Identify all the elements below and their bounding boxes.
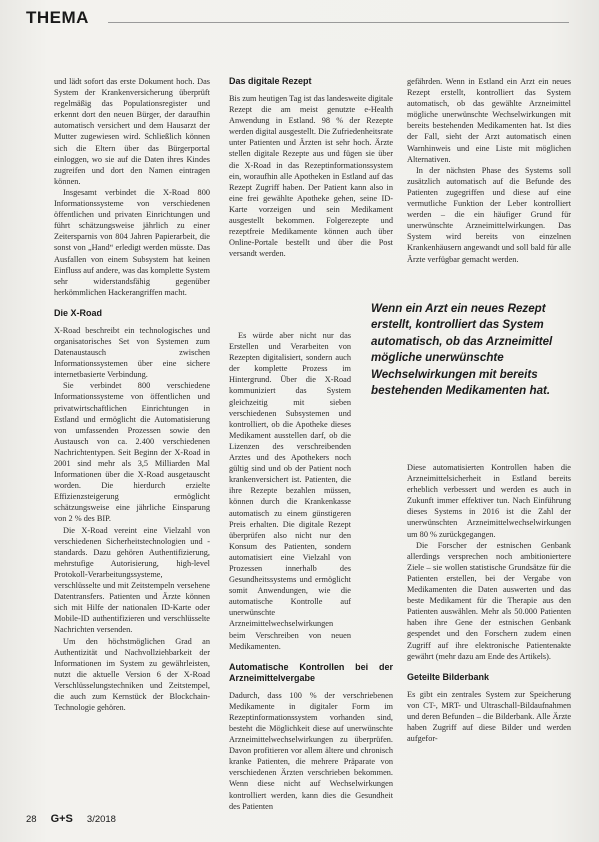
pull-quote: Wenn ein Arzt ein neues Rezept erstellt, kontrolliert das System automatisch, ob das Arzneimittel mögliche unerwünschte Wechselwirkungen mit bereits bestehenden Medikamenten hat.: [371, 302, 553, 398]
page-footer: [26, 813, 116, 825]
page-number: 28: [26, 814, 37, 825]
subheading-digital-prescription: Das digitale Rezept: [229, 76, 312, 86]
column-2: [229, 76, 393, 259]
section-title: THEMA: [26, 8, 89, 27]
issue-number: 3/2018: [86, 814, 116, 825]
paragraph: Diese automatisierten Kontrollen haben die Arzneimittelsicherheit in Estland bereits erheblich verbessert und werden es auch in Zukunft immer effektiver tun. Nach Einführung dieses Systems in 2016 ist die Zahl der unerwünschten Arzneimittelwechselwirkungen um 80 % zurückgegangen.: [407, 463, 571, 539]
paragraph: Es würde aber nicht nur das Erstellen und Verarbeiten von Rezepten digitalisiert, sondern auch der komplette Prozess im Hintergrund. Über die X-Road kommuniziert das System gleichzeitig mit sieben verschiedenen Subsystemen und kontrolliert, ob die Apotheke dieses Medikament ausstellen darf, ob die Lizenzen des verschreibenden Arztes und des Apothekers noch gültig sind und ob der Patient noch krankenversichert ist. Patienten, die ihre Rezepte bezahlen müssen, können durch die Krankenkasse automatisch zu einem günstigeren Preis erhalten. Die digitale Rezept überprüfen also nicht nur den Konsum des Patienten, sondern automatisiert eine Vielzahl von Prozessen innerhalb des Gesundheitssystems und ermöglicht somit Anwendungen, wie die automatische Kontrolle auf unerwünschte Arzneimittelwechselwirkungen beim Verschreiben von neuen Medikamenten.: [229, 331, 351, 651]
paragraph: Um den höchstmöglichen Grad an Authentizität und Nachvollziehbarkeit der Informationen im System zu gewährleisten, nutzt die aktuelle Version 6 der X-Road Verschlüsselungstechniken und Zeitstempel, die auch zum Kernstück der Blockchain-Technologie gehören.: [54, 636, 210, 713]
subheading-x-road: Die X-Road: [54, 307, 103, 318]
subheading-shared-image-bank: Geteilte Bilderbank: [407, 671, 490, 682]
paragraph: Es gibt ein zentrales System zur Speicherung von CT-, MRT- und Ultraschall-Bildaufnahmen und deren Befunden – die Bilderbank. Alle Ärzte haben Zugriff auf diese Bilder und werden aufgefor-: [407, 689, 571, 744]
column-1: [54, 76, 210, 713]
header-rule: [108, 22, 569, 23]
paragraph: Die X-Road vereint eine Vielzahl von verschiedenen Sicherheitstechnologien und -standards. Dazu gehören Authentifizierung, mehrstufige Autorisierung, high-level Protokoll-Verarbeitungssysteme, verschlüsselte und mit Zeitstempeln versehene Datentransfers. Patienten und Ärzte können sich mit Hilfe der nationalen ID-Karte oder Mobile-ID authentifizieren und verschlüsselte Nachrichten versenden.: [54, 525, 210, 635]
paragraph: gefährden. Wenn in Estland ein Arzt ein neues Rezept erstellt, kontrolliert das System automatisch, ob das gewählte Arzneimittel mögliche unerwünschte Wechselwirkungen mit bereits bestehenden Medikamenten hat. Ist dies der Fall, sieht der Arzt automatisch einen Warnhinweis und eine Liste mit möglichen Alternativen.: [407, 77, 571, 164]
column-3-lower: [407, 462, 571, 744]
column-3: [407, 76, 571, 265]
subheading-automatic-controls: Automatische Kontrollen bei der Arzneimittelvergabe: [229, 661, 393, 683]
paragraph: X-Road beschreibt ein technologisches und organisatorisches Set von Systemen zum Datenaustausch zwischen Informationssystemen über eine sichere internetbasierte Verbindung.: [54, 325, 210, 380]
paragraph: und lädt sofort das erste Dokument hoch. Das System der Krankenversicherung überprüft regelmäßig das Populationsregister und erkennt dort den neuen Bürger, der daraufhin automatisch versichert und dem Hausarzt der Mutter zugewiesen wird. Schließlich können sich die Eltern über das Bürgerportal einloggen, wo sie auf die Daten ihres Kindes zugreifen und dort den Namen eintragen können.: [54, 77, 210, 186]
paragraph: Bis zum heutigen Tag ist das landesweite digitale Rezept die am meist genutzte e-Health Anwendung in Estland. 98 % der Rezepte werden digital ausgestellt. Die Zufriedenheitsrate unter Patienten und Ärzten ist sehr hoch. Ärzte stellen digitale Rezepte aus und fügen sie über die X-Road in das Rezeptinformationssystem ein, woraufhin alle Apotheken in Estland auf das Rezept Zugriff haben. Der Patient kann also in eine frei gewählte Apotheke gehen, seine ID-Karte vorzeigen und sein Medikament ausgestellt bekommen. Folgerezepte und rezeptfreie Medikamente können auch über Online-Portale bestellt und über die Post versandt werden.: [229, 94, 393, 259]
paragraph: Dadurch, dass 100 % der verschriebenen Medikamente in digitaler Form im Rezeptinformationssystem vorhanden sind, besteht die Möglichkeit diese auf unerwünschte Arzneimittelwechselwirkungen zu überprüfen. Davon profitieren vor allem ältere und chronisch kranke Patienten, die mehrere Präparate von verschiedenen Ärzten verschrieben bekommen. Wenn diese nicht auf Wechselwirkungen kontrolliert werden, kann dies die Gesundheit des Patienten: [229, 690, 393, 811]
paragraph: In der nächsten Phase des Systems soll zusätzlich automatisch auf die Befunde des Patienten zugegriffen und diese auf eine vermutliche Funktion der Leber kontrolliert werden – die ein häufiger Grund für unerwünschte Arzneimittelwirkungen. Das System wird bereits von einzelnen Krankenhäusern angewandt und soll bald für alle Ärzte verfügbar gemacht werden.: [407, 165, 571, 264]
magazine-logo: G+S: [50, 813, 73, 825]
column-2-lower: [229, 330, 393, 812]
paragraph: Insgesamt verbindet die X-Road 800 Informationssysteme von verschiedenen öffentlichen und privaten Einrichtungen und führt schätzungsweise jährlich zu einer Zeitersparnis von 804 Jahren Papierarbeit, die sonst von „Hand“ erledigt werden müsste. Das Ausfallen von einem Subsystem hat keinen Einfluss auf andere, was das komplette System sehr widerstandsfähig gegenüber herkömmlichen Hackerangriffen macht.: [54, 187, 210, 297]
paragraph: Die Forscher der estnischen Genbank allerdings versprechen noch ambitioniertere Ziele – sie wollen statistische Grundsätze für die Patienten erstellen, bei der Vergabe von Medikamenten die Daten auswerten und das beste Medikament für die Therapie aus den Patienten auswählen. Mehr als 50.000 Patienten haben ihre Gene der estnischen Genbank gespendet und den Forschern zudem einen Zugriff auf ihre elektronische Patientenakte gewährt (mehr dazu am Ende des Artikels).: [407, 540, 571, 661]
paragraph: Sie verbindet 800 verschiedene Informationssysteme von öffentlichen und privatwirtschaftlichen Einrichtungen in Estland und ermöglicht die Automatisierung von umfassenden Prozessen sowie den Austausch von ca. 2.400 verschiedenen Nachrichtentypen. Seit Beginn der X-Road in 2001 sind mehr als 3,5 Milliarden Mal Informationen über die X-Road ausgetauscht worden. Die hierdurch erzielte Effizienzsteigerung ermöglicht schätzungsweise eine jährliche Einsparung von 2 % des BIP.: [54, 381, 210, 524]
